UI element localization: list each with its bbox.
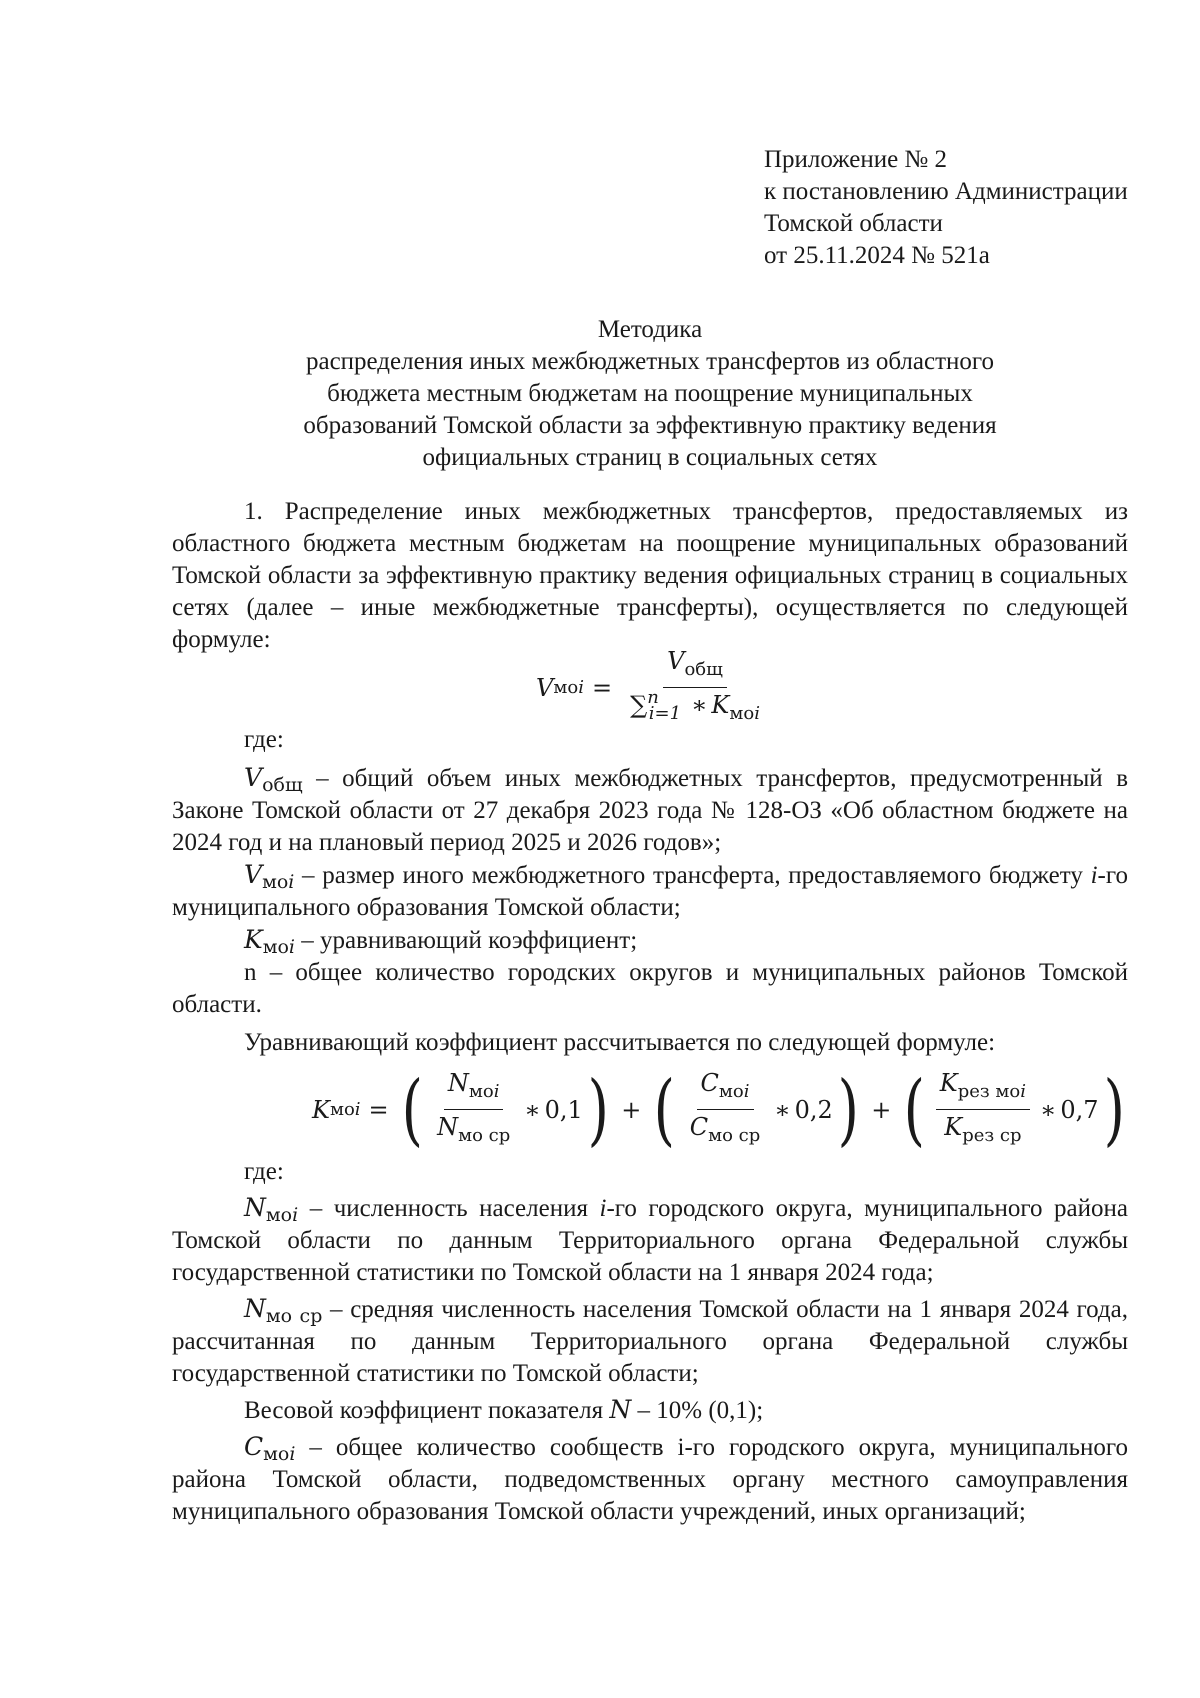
right-paren-icon: ) <box>587 1064 609 1155</box>
formula-symbol: V <box>536 673 554 702</box>
formula-subscript: i <box>578 676 584 698</box>
formula-fraction: $\frac{K_{рез моi}}{K_{рез ср}}$ <box>936 1068 1030 1151</box>
formula-operator: = <box>368 1095 389 1124</box>
definitions-1 <box>172 724 1128 1059</box>
formula-fraction: $\frac{N_{моi}}{N_{мо ср}}$ <box>437 1069 511 1146</box>
formula-subscript: общ <box>684 659 723 680</box>
definition-c-mo: $C_{моi}$ – общее количество сообществ i-го городского округа, муниципального района Томской области, подведомственных органу местного самоуправления муниципального образования Томской области учреждений, иных организаций; <box>172 1432 1128 1525</box>
sum-upper-limit: n <box>647 687 659 708</box>
weight-n: Весовой коэффициент показателя N – 10% (0,1); <box>244 1395 764 1424</box>
definition-n: n – общее количество городских округов и муниципальных районов Томской области. <box>172 959 1128 1018</box>
formula-symbol: V <box>667 647 685 675</box>
definition-n-avg: $N_{мо ср}$ – средняя численность населения Томской области на 1 января 2024 года, рассчитанная по данным Территориального органа Федеральной службы государственной статистики по Томской области; <box>172 1294 1128 1387</box>
title-line: официальных страниц в социальных сетях <box>422 444 878 471</box>
formula-operator: ∗ <box>691 691 708 719</box>
formula-k-mo: K мо i = ( $\frac{N_{моi}}{N_{мо ср}}$ ∗ 0,1 ) + ( $\frac{C_{моi}}{C_{мо ср}}$ ∗ 0,2 ) + ( $\frac{K_{рез моi}}{K_{рез ср}}$ ∗ 0,7 ) <box>312 1064 1125 1155</box>
title-line: бюджета местным бюджетам на поощрение муниципальных <box>327 380 973 407</box>
intro-paragraph: 1. Распределение иных межбюджетных трансфертов, предоставляемых из областного бюджета местным бюджетам на поощрение муниципальных образований Томской области за эффективную практику ведения официальных страниц в социальных сетях (далее – иные межбюджетные трансферты), осуществляется по следующей формуле: <box>172 498 1128 653</box>
symbol-v-total: $V_{общ}$ <box>244 763 303 796</box>
k-intro: Уравнивающий коэффициент рассчитывается по следующей формуле: <box>244 1029 996 1056</box>
right-paren-icon: ) <box>837 1064 859 1155</box>
left-paren-icon: ( <box>401 1064 423 1155</box>
formula-fraction <box>626 646 764 729</box>
appendix-header <box>764 144 1164 272</box>
formula-subscript: мо <box>329 1098 355 1120</box>
formula-subscript: i <box>354 1098 361 1120</box>
formula-subscript: мо <box>729 703 755 724</box>
symbol-v-mo: $V_{моi}$ <box>244 860 295 893</box>
formula-symbol: K <box>711 691 730 719</box>
formula-operator: = <box>591 673 613 702</box>
where-label: где: <box>244 726 284 753</box>
left-paren-icon: ( <box>653 1064 676 1155</box>
definition-v-total: $V_{общ}$ – общий объем иных межбюджетных трансфертов, предусмотренный в Законе Томской области от 27 декабря 2023 года № 128-ОЗ «Об областном бюджете на 2024 год и на плановый период 2025 и 2026 годов»; <box>172 763 1128 856</box>
document-title <box>172 314 1128 474</box>
title-line: образований Томской области за эффективную практику ведения <box>303 412 997 439</box>
definition-n-mo: $N_{моi}$ – численность населения i-го городского округа, муниципального района Томской области по данным Территориального органа Федеральной службы государственной статистики по Томской области на 1 января 2024 года; <box>172 1193 1128 1286</box>
sum-sign: ∑ <box>630 691 648 719</box>
formula-subscript: мо <box>553 676 579 698</box>
sum-lower-limit: i=1 <box>648 703 682 724</box>
right-paren-icon: ) <box>1103 1064 1125 1155</box>
title-line: распределения иных межбюджетных трансфертов из областного <box>305 348 995 375</box>
definitions-2 <box>172 1156 1128 1528</box>
section-1 <box>172 496 1128 656</box>
formula-fraction: $\frac{C_{моi}}{C_{мо ср}}$ <box>689 1069 761 1146</box>
weight-value: 0,7 <box>1060 1095 1099 1124</box>
appendix-line: к постановлению Администрации <box>764 178 1128 205</box>
formula-subscript: i <box>754 703 760 724</box>
symbol-n-mo: $N_{моi}$ <box>244 1193 299 1226</box>
formula-symbol: K <box>312 1095 330 1124</box>
symbol-n-avg: $N_{мо ср}$ <box>244 1294 323 1327</box>
title-line: Методика <box>597 316 703 343</box>
appendix-line: Томской области <box>764 210 943 237</box>
appendix-line: Приложение № 2 <box>764 146 948 173</box>
definition-k-mo: $K_{моi}$ – уравнивающий коэффициент; <box>244 925 638 958</box>
formula-v-mo <box>536 646 770 729</box>
weight-value: 0,2 <box>794 1095 833 1124</box>
left-paren-icon: ( <box>903 1064 926 1155</box>
appendix-line: от 25.11.2024 № 521а <box>764 242 990 269</box>
weight-value: 0,1 <box>544 1095 583 1124</box>
symbol-c-mo: $C_{моi}$ <box>244 1432 296 1465</box>
symbol-k-mo: $K_{моi}$ <box>244 925 295 958</box>
definition-v-mo: $V_{моi}$ – размер иного межбюджетного трансферта, предоставляемого бюджету i-го муниципального образования Томской области; <box>172 860 1128 921</box>
where-label: где: <box>244 1158 284 1185</box>
